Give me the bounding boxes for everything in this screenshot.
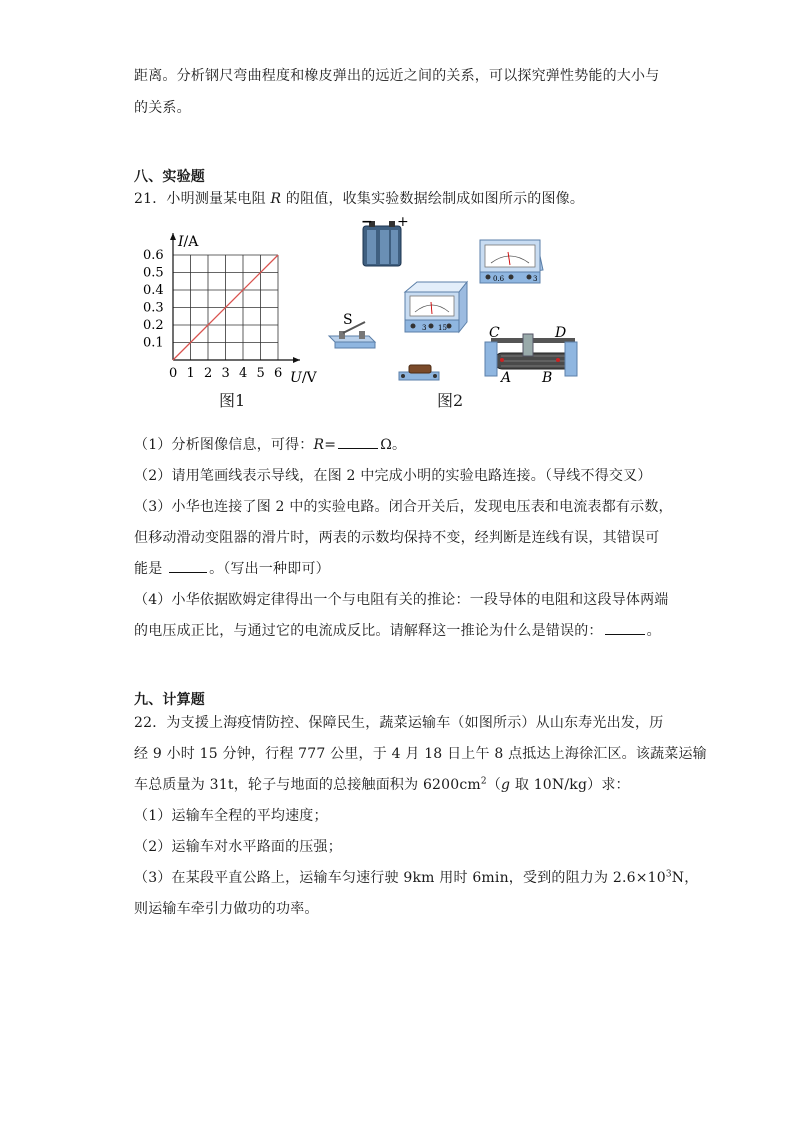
x-tick-label: 1 [186,366,195,381]
q21-part3-line1: （3）小华也连接了图 2 中的实验电路。闭合开关后，发现电压表和电流表都有示数， [134,499,673,515]
battery-icon [361,214,409,266]
fig1-ticks [143,248,282,381]
x-tick-label: 4 [239,366,248,381]
y-tick-label: 0.1 [143,335,164,351]
intro-line-2: 的关系。 [134,100,191,116]
q21-p3-l3-before: 能是 [134,561,168,577]
q21-p1-eq: = [324,437,337,453]
q22-l3-before: 车总质量为 31t，轮子与地面的总接触面积为 6200cm [134,777,481,793]
fig1-ylabel [177,234,199,250]
rheostat-label-C: C [489,325,500,341]
fig2-components [325,212,585,390]
q22-part1: （1）运输车全程的平均速度； [134,808,328,824]
q21-stem [134,188,584,208]
q21-p4-l2-after: 。 [646,623,661,639]
fig1-label: 图1 [219,391,246,410]
q22-l3-var: g [501,777,511,793]
y-tick-label: 0.6 [143,248,164,263]
q22-line3 [134,774,630,794]
switch-icon [329,312,375,348]
q21-part3-line2: 但移动滑动变阻器的滑片时，两表的示数均保持不变，经判断是连线有误，其错误可 [134,530,660,546]
rheostat-label-B: B [542,370,553,386]
q22-part3-line2: 则运输车牵引力做功的功率。 [134,901,319,917]
q22-p3-before: （3）在某段平直公路上，运输车匀速行驶 9km 用时 6min，受到的阻力为 2.6×10 [134,870,666,886]
q21-stem-before: 21．小明测量某电阻 [134,191,271,207]
q21-p1-before: （1）分析图像信息，可得： [134,437,314,453]
q21-p3-blank[interactable] [169,560,207,573]
q22-l3-paren: （ [486,777,502,793]
battery-plus: + [397,214,409,230]
q21-stem-after: 的阻值，收集实验数据绘制成如图所示的图像。 [281,191,585,207]
battery-minus: − [361,214,373,230]
fig1-xlabel-unit: /V [301,370,317,386]
ammeter-scale-2: 3 [533,275,538,283]
voltmeter-scale-1: 3 [422,324,427,332]
q22-line1: 22．为支援上海疫情防控、保障民生，蔬菜运输车（如图所示）从山东寿光出发，历 [134,715,664,731]
x-tick-label: 5 [256,366,265,381]
rheostat-label-D: D [555,325,567,341]
q21-part3-line3 [134,558,330,578]
q22-part3-line1 [134,867,698,887]
q21-stem-var: R [270,191,282,207]
q22-p3-sup: 3 [665,869,672,880]
y-tick-label: 0.3 [143,300,164,316]
x-tick-label: 3 [221,366,230,381]
q21-part4-line1: （4）小华依据欧姆定律得出一个与电阻有关的推论：一段导体的电阻和这段导体两端 [134,592,669,608]
q22-line2: 经 9 小时 15 分钟，行程 777 公里，于 4 月 18 日上午 8 点抵达上海徐汇区。该蔬菜运输 [134,746,707,762]
q21-part4-line2 [134,620,661,640]
intro-line-1: 距离。分析钢尺弯曲程度和橡皮弹出的远近之间的关系，可以探究弹性势能的大小与 [134,68,660,84]
fig1-ylabel-var: I [178,234,184,250]
q21-part2: （2）请用笔画线表示导线，在图 2 中完成小明的实验电路连接。（导线不得交叉） [134,468,652,484]
q21-p4-l2-before: 的电压成正比，与通过它的电流成反比。请解释这一推论为什么是错误的： [134,623,603,639]
x-tick-label: 2 [204,366,213,381]
x-tick-label: 0 [169,366,178,381]
switch-label: S [343,312,353,328]
q22-l3-sup: 2 [480,776,487,787]
x-tick-label: 6 [274,366,283,381]
y-tick-label: 0.5 [143,265,164,281]
q22-l3-after: 取 10N/kg）求： [510,777,630,793]
y-tick-label: 0.2 [143,318,164,333]
section-9-heading: 九、计算题 [134,692,205,708]
voltmeter-scale-2: 15 [438,324,447,332]
ammeter-icon [480,240,543,283]
q22-p3-after: N， [671,870,699,886]
rheostat-icon [485,325,577,386]
fig1-graph [140,225,330,390]
fig1-ylabel-unit: /A [183,234,199,250]
rheostat-label-A: A [501,370,512,386]
voltmeter-icon [405,282,467,332]
q21-p1-var: R [313,437,325,453]
y-axis-arrow [170,233,176,240]
section-8-heading: 八、实验题 [134,169,205,185]
q21-part1 [134,434,406,454]
fig2-label: 图2 [437,391,464,410]
q21-p4-blank[interactable] [605,622,645,635]
q22-part2: （2）运输车对水平路面的压强； [134,839,342,855]
y-tick-label: 0.4 [143,283,164,298]
q21-p1-blank[interactable] [338,436,378,449]
fig1-xlabel-var: U [290,370,302,386]
fig1-xlabel [290,370,318,386]
x-axis-arrow [293,357,300,363]
q21-p1-unit: Ω。 [380,437,407,453]
resistor-icon [399,365,439,380]
ammeter-scale-1: 0.6 [493,275,505,283]
q21-p3-l3-after: 。（写出一种即可） [209,561,330,577]
